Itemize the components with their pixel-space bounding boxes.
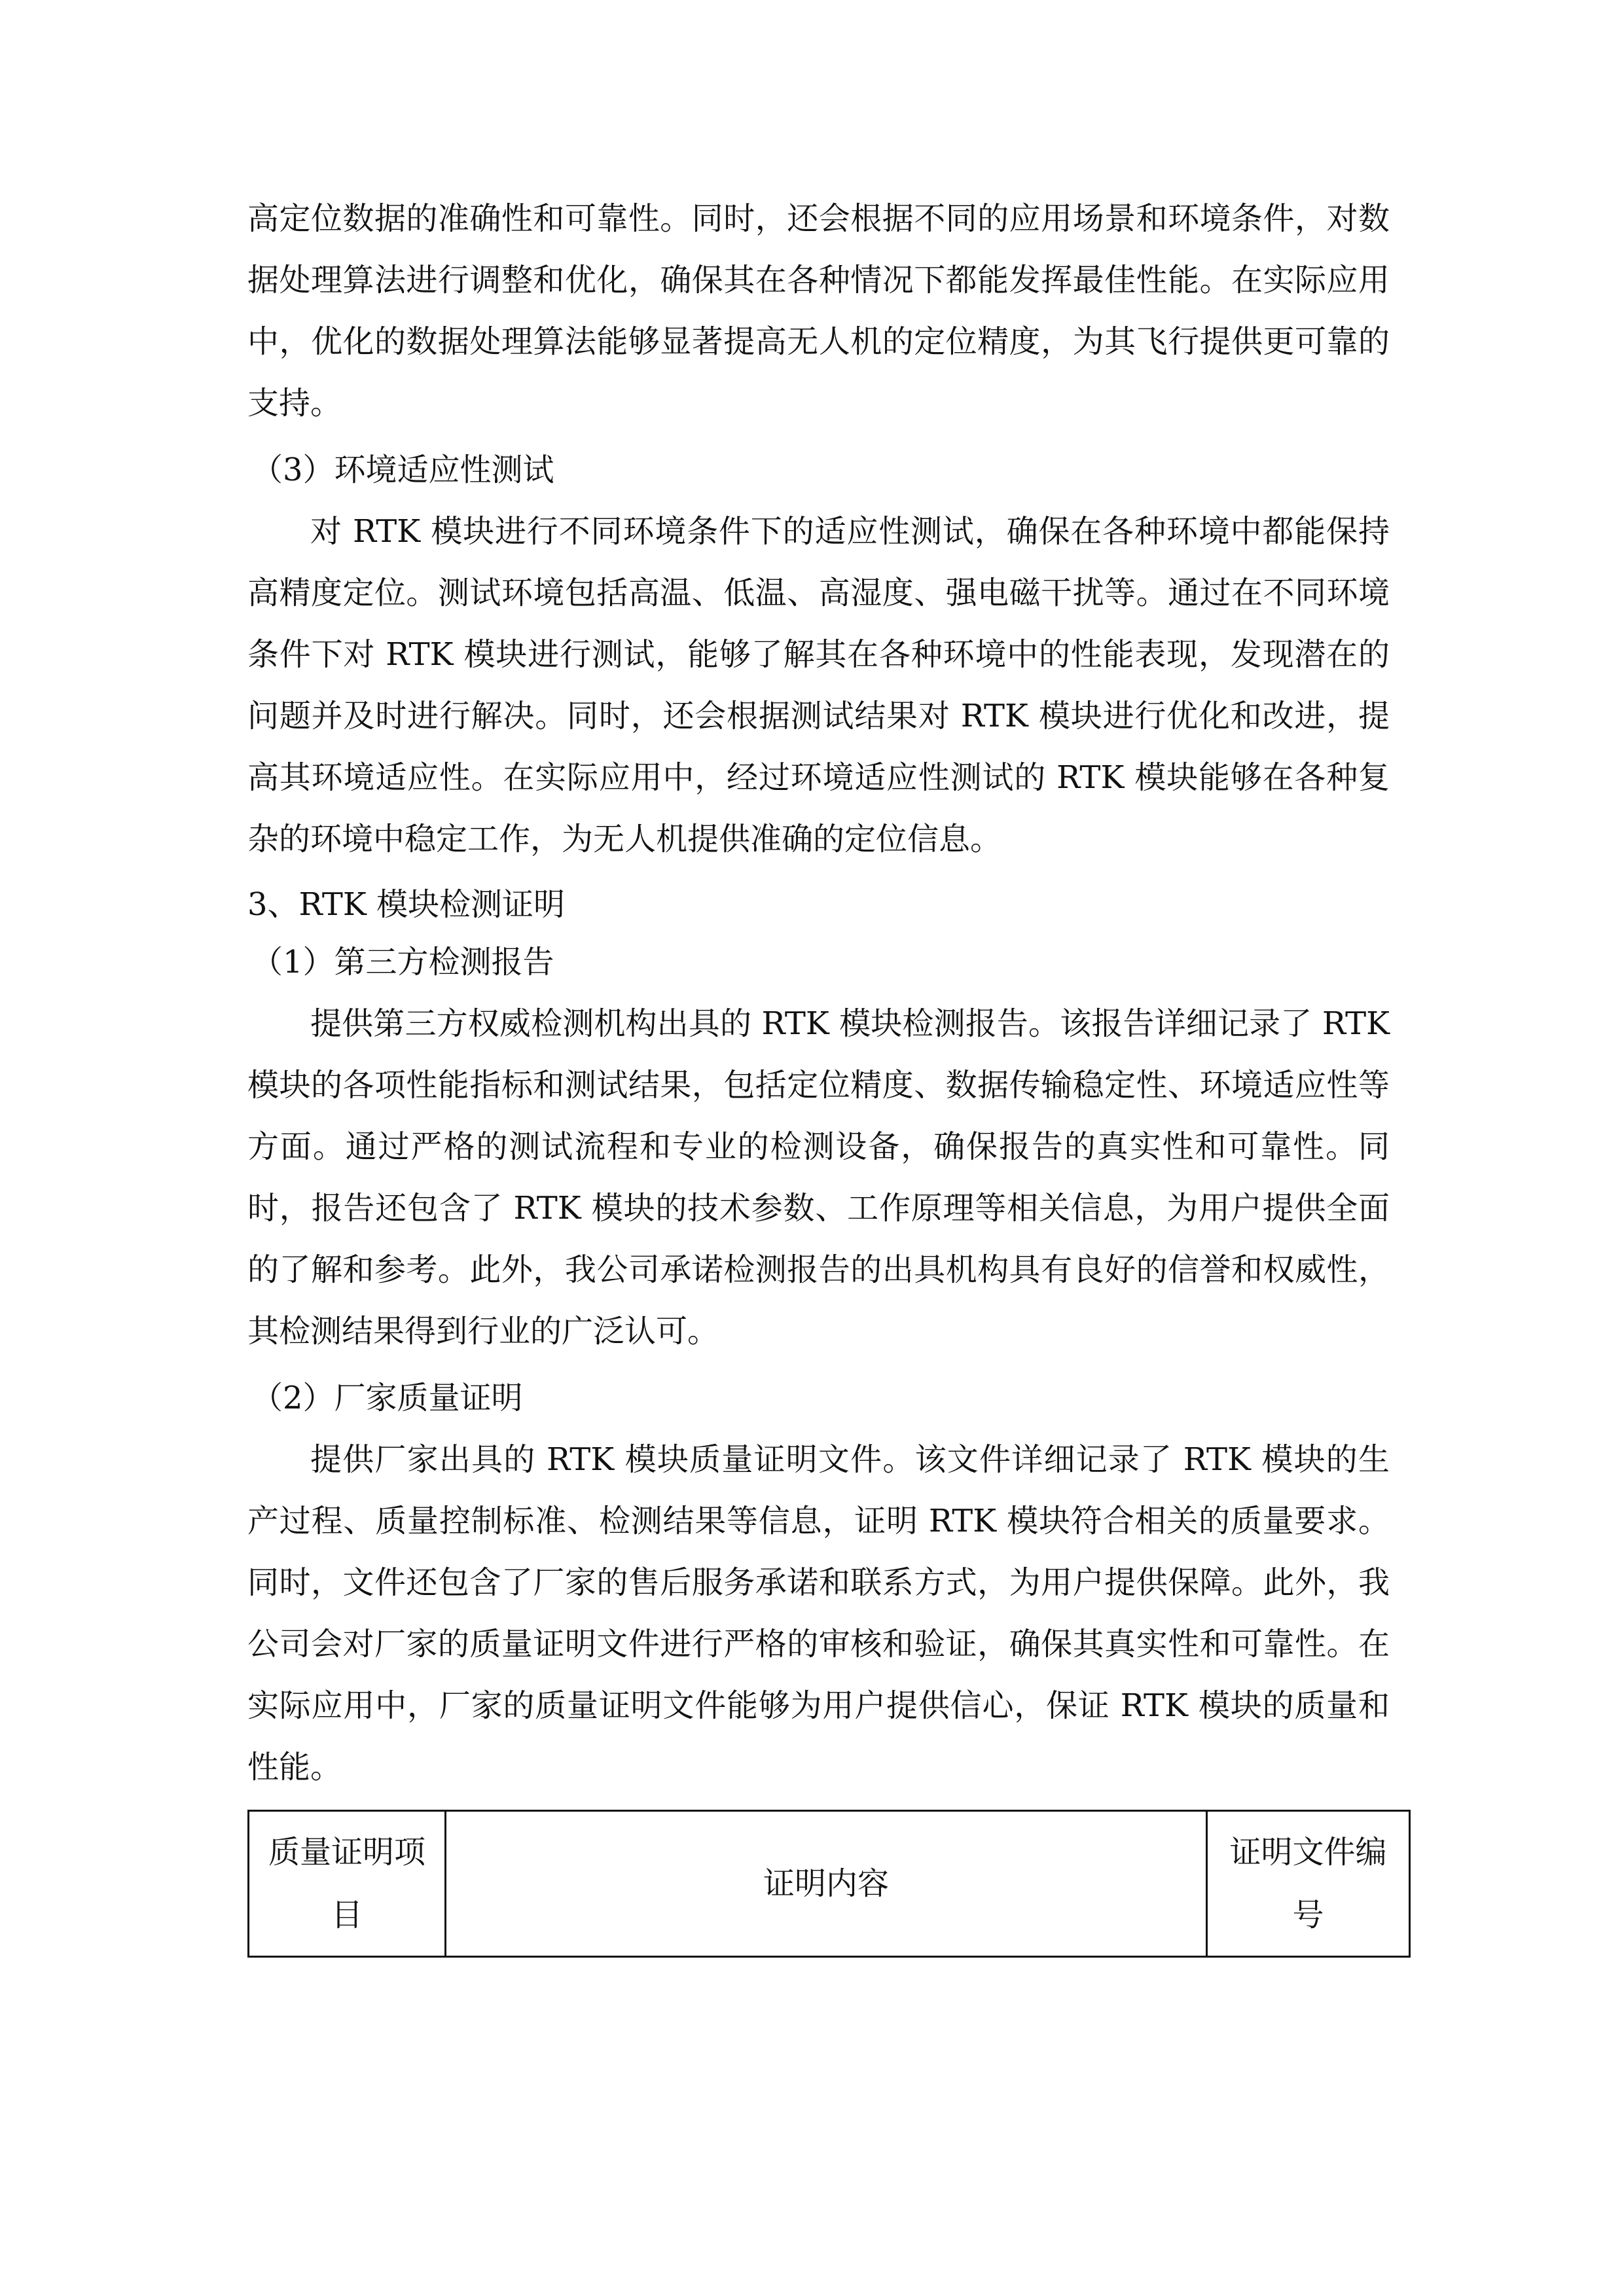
- header-cell-doc-number: 证明文件编号: [1207, 1811, 1410, 1957]
- quality-proof-table: [247, 1810, 1411, 1958]
- header-cell-item: 质量证明项目: [249, 1811, 446, 1957]
- third-party-heading: （1）第三方检测报告: [251, 944, 554, 980]
- third-party-paragraph: 提供第三方权威检测机构出具的 RTK 模块检测报告。该报告详细记录了 RTK 模块的各项性能指标和测试结果，包括定位精度、数据传输稳定性、环境适应性等方面。通过严格的测试流程和专业的检测设备，确保报告的真实性和可靠性。同时，报告还包含了 RTK 模块的技术参数、工作原理等相关信息，为用户提供全面的了解和参考。此外，我公司承诺检测报告的出具机构具有良好的信誉和权威性，其检测结果得到行业的广泛认可。: [247, 1005, 1390, 1350]
- env-test-paragraph: 对 RTK 模块进行不同环境条件下的适应性测试，确保在各种环境中都能保持高精度定位。测试环境包括高温、低温、高湿度、强电磁干扰等。通过在不同环境条件下对 RTK 模块进行测试，能够了解其在各种环境中的性能表现，发现潜在的问题并及时进行解决。同时，还会根据测试结果对 RTK 模块进行优化和改进，提高其环境适应性。在实际应用中，经过环境适应性测试的 RTK 模块能够在各种复杂的环境中稳定工作，为无人机提供准确的定位信息。: [247, 513, 1390, 857]
- header-cell-content: 证明内容: [446, 1811, 1207, 1957]
- manufacturer-paragraph: 提供厂家出具的 RTK 模块质量证明文件。该文件详细记录了 RTK 模块的生产过程、质量控制标准、检测结果等信息，证明 RTK 模块符合相关的质量要求。同时，文件还包含了厂家的售后服务承诺和联系方式，为用户提供保障。此外，我公司会对厂家的质量证明文件进行严格的审核和验证，确保其真实性和可靠性。在实际应用中，厂家的质量证明文件能够为用户提供信心，保证 RTK 模块的质量和性能。: [247, 1441, 1390, 1785]
- document-body: [247, 188, 1390, 1958]
- manufacturer-heading: （2）厂家质量证明: [251, 1380, 523, 1416]
- table-header-row: [249, 1811, 1410, 1957]
- env-test-heading: （3）环境适应性测试: [251, 452, 554, 488]
- rtk-proof-heading: 3、RTK 模块检测证明: [247, 886, 565, 923]
- intro-paragraph: 高定位数据的准确性和可靠性。同时，还会根据不同的应用场景和环境条件，对数据处理算法进行调整和优化，确保其在各种情况下都能发挥最佳性能。在实际应用中，优化的数据处理算法能够显著提高无人机的定位精度，为其飞行提供更可靠的支持。: [247, 200, 1390, 422]
